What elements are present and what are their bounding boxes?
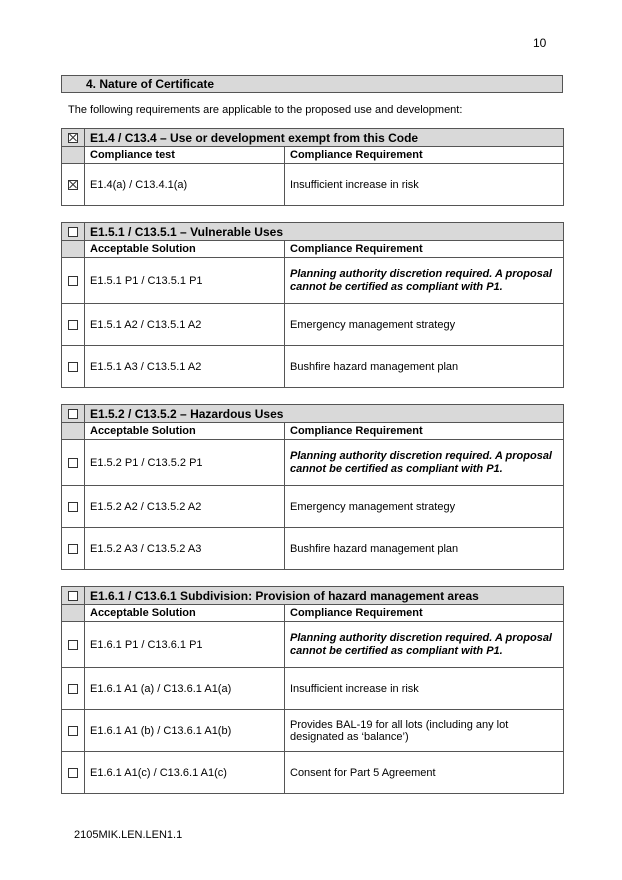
checkbox-icon — [68, 591, 78, 601]
acceptable-solution: E1.5.1 P1 / C13.5.1 P1 — [85, 258, 285, 304]
section-heading: 4. Nature of Certificate — [61, 75, 563, 93]
table-title: E1.5.2 / C13.5.2 – Hazardous Uses — [85, 405, 564, 423]
checkbox-icon — [68, 502, 78, 512]
table-row — [62, 346, 564, 388]
compliance-requirement: Bushfire hazard management plan — [285, 346, 564, 388]
row-checkbox[interactable] — [62, 346, 85, 388]
acceptable-solution: E1.5.2 A2 / C13.5.2 A2 — [85, 486, 285, 528]
compliance-requirement: Insufficient increase in risk — [285, 164, 564, 206]
checkbox-icon — [68, 227, 78, 237]
checkbox-icon — [68, 276, 78, 286]
checkbox-icon — [68, 640, 78, 650]
compliance-requirement: Planning authority discretion required. A proposal cannot be certified as compliant with P1. — [285, 440, 564, 486]
compliance-requirement: Bushfire hazard management plan — [285, 528, 564, 570]
checkbox-checked-icon — [68, 133, 78, 143]
page-number: 10 — [533, 36, 547, 50]
acceptable-solution: E1.5.1 A2 / C13.5.1 A2 — [85, 304, 285, 346]
compliance-requirement: Insufficient increase in risk — [285, 668, 564, 710]
column-header: Compliance Requirement — [285, 147, 564, 164]
document-reference: 2105MIK.LEN.LEN1.1 — [74, 829, 183, 841]
compliance-test: E1.4(a) / C13.4.1(a) — [85, 164, 285, 206]
table-row — [62, 710, 564, 752]
checkbox-icon — [68, 458, 78, 468]
column-header: Acceptable Solution — [85, 605, 285, 622]
column-header: Compliance Requirement — [285, 423, 564, 440]
requirements-table-exempt — [61, 128, 564, 206]
row-checkbox[interactable] — [62, 752, 85, 794]
column-header: Acceptable Solution — [85, 423, 285, 440]
compliance-requirement: Planning authority discretion required. A proposal cannot be certified as compliant with P1. — [285, 622, 564, 668]
table-row — [62, 528, 564, 570]
requirements-table-hazardous-uses — [61, 404, 564, 570]
row-checkbox[interactable] — [62, 486, 85, 528]
compliance-requirement: Provides BAL-19 for all lots (including any lot designated as ‘balance’) — [285, 710, 564, 752]
row-checkbox[interactable] — [62, 528, 85, 570]
checkbox-icon — [68, 684, 78, 694]
table-checkbox[interactable] — [62, 405, 85, 423]
row-checkbox[interactable] — [62, 304, 85, 346]
row-checkbox[interactable] — [62, 710, 85, 752]
acceptable-solution: E1.5.2 P1 / C13.5.2 P1 — [85, 440, 285, 486]
row-checkbox[interactable] — [62, 668, 85, 710]
acceptable-solution: E1.5.2 A3 / C13.5.2 A3 — [85, 528, 285, 570]
requirements-table-subdivision — [61, 586, 564, 794]
table-row — [62, 304, 564, 346]
acceptable-solution: E1.6.1 A1(c) / C13.6.1 A1(c) — [85, 752, 285, 794]
checkbox-checked-icon — [68, 180, 78, 190]
column-header: Acceptable Solution — [85, 241, 285, 258]
table-title: E1.4 / C13.4 – Use or development exempt from this Code — [85, 129, 564, 147]
checkbox-icon — [68, 768, 78, 778]
table-row — [62, 258, 564, 304]
table-row — [62, 622, 564, 668]
intro-text: The following requirements are applicable to the proposed use and development: — [68, 104, 463, 116]
requirements-table-vulnerable-uses — [61, 222, 564, 388]
compliance-requirement: Consent for Part 5 Agreement — [285, 752, 564, 794]
acceptable-solution: E1.6.1 P1 / C13.6.1 P1 — [85, 622, 285, 668]
column-header: Compliance Requirement — [285, 605, 564, 622]
table-checkbox[interactable] — [62, 587, 85, 605]
compliance-requirement: Planning authority discretion required. A proposal cannot be certified as compliant with P1. — [285, 258, 564, 304]
compliance-requirement: Emergency management strategy — [285, 304, 564, 346]
acceptable-solution: E1.5.1 A3 / C13.5.1 A2 — [85, 346, 285, 388]
row-checkbox[interactable] — [62, 164, 85, 206]
checkbox-icon — [68, 544, 78, 554]
table-title: E1.6.1 / C13.6.1 Subdivision: Provision of hazard management areas — [85, 587, 564, 605]
column-header: Compliance Requirement — [285, 241, 564, 258]
table-row — [62, 752, 564, 794]
checkbox-icon — [68, 362, 78, 372]
checkbox-icon — [68, 320, 78, 330]
checkbox-icon — [68, 726, 78, 736]
table-checkbox[interactable] — [62, 129, 85, 147]
column-header: Compliance test — [85, 147, 285, 164]
table-title: E1.5.1 / C13.5.1 – Vulnerable Uses — [85, 223, 564, 241]
table-row — [62, 668, 564, 710]
row-checkbox[interactable] — [62, 258, 85, 304]
checkbox-icon — [68, 409, 78, 419]
row-checkbox[interactable] — [62, 440, 85, 486]
table-checkbox[interactable] — [62, 223, 85, 241]
row-checkbox[interactable] — [62, 622, 85, 668]
acceptable-solution: E1.6.1 A1 (b) / C13.6.1 A1(b) — [85, 710, 285, 752]
compliance-requirement: Emergency management strategy — [285, 486, 564, 528]
table-row — [62, 440, 564, 486]
table-row — [62, 486, 564, 528]
acceptable-solution: E1.6.1 A1 (a) / C13.6.1 A1(a) — [85, 668, 285, 710]
table-row — [62, 164, 564, 206]
